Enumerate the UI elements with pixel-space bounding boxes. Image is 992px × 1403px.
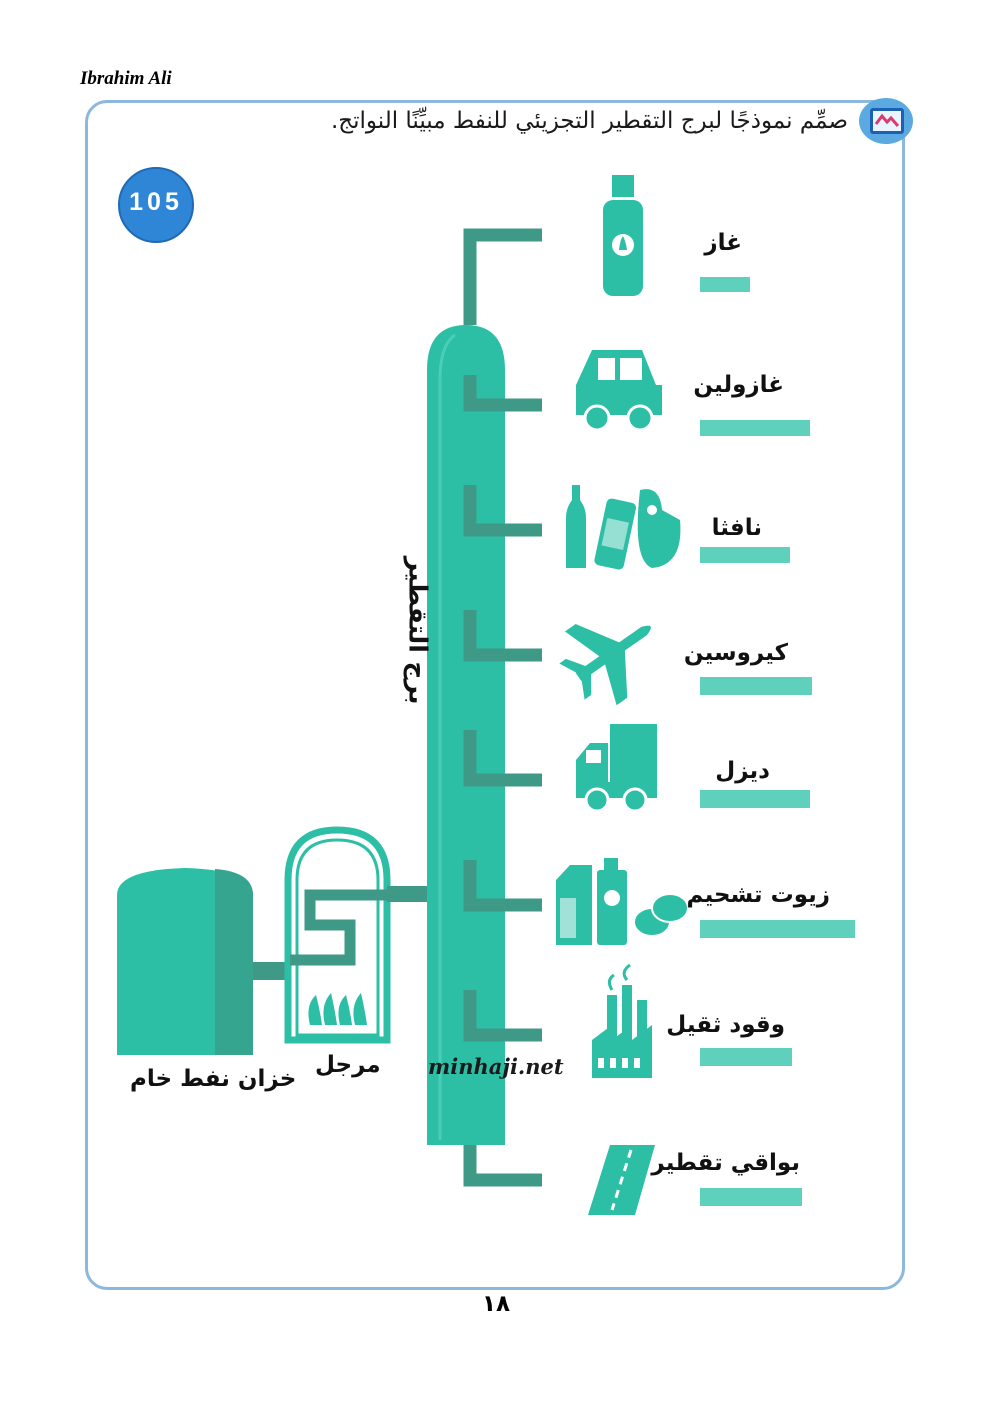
product-label-naphtha: نافثا — [711, 515, 762, 541]
road-icon — [588, 1145, 655, 1215]
pipe-furnace-tower — [387, 886, 432, 902]
product-label-diesel: ديزل — [715, 758, 770, 784]
watermark: minhaji.net — [428, 1054, 564, 1079]
exercise-number: 105 — [129, 188, 183, 216]
product-label-kerosene: كيروسين — [683, 640, 788, 666]
label-underlines — [651, 277, 855, 1206]
airplane-icon — [546, 590, 676, 719]
truck-icon — [576, 724, 657, 811]
oil-containers-icon — [556, 858, 688, 945]
pipe-tank-furnace — [253, 962, 288, 980]
crude-oil-tank-icon — [117, 868, 253, 1055]
product-label-heavy-fuel: وقود ثقيل — [666, 1012, 785, 1038]
furnace-label: مرجل — [315, 1052, 381, 1078]
bottle-can-icon — [566, 485, 680, 570]
page-number: ١٨ — [481, 1291, 511, 1317]
car-icon — [576, 350, 662, 430]
product-label-residue: بواقي تقطير — [651, 1150, 800, 1176]
furnace-icon — [288, 830, 387, 1040]
tank-label: خزان نفط خام — [130, 1066, 297, 1092]
gas-cylinder-icon — [603, 175, 643, 296]
tower-label: برج التقطير — [403, 556, 433, 705]
author-name: Ibrahim Ali — [80, 68, 172, 89]
product-label-gasoline: غازولين — [693, 372, 784, 398]
task-title: صمِّم نموذجًا لبرج التقطير التجزيئي للنفط مبيِّنًا النواتج. — [330, 108, 848, 134]
factory-icon — [592, 965, 652, 1078]
product-label-lubricating-oils: زيوت تشحيم — [686, 882, 830, 908]
product-label-gas: غاز — [704, 230, 742, 256]
